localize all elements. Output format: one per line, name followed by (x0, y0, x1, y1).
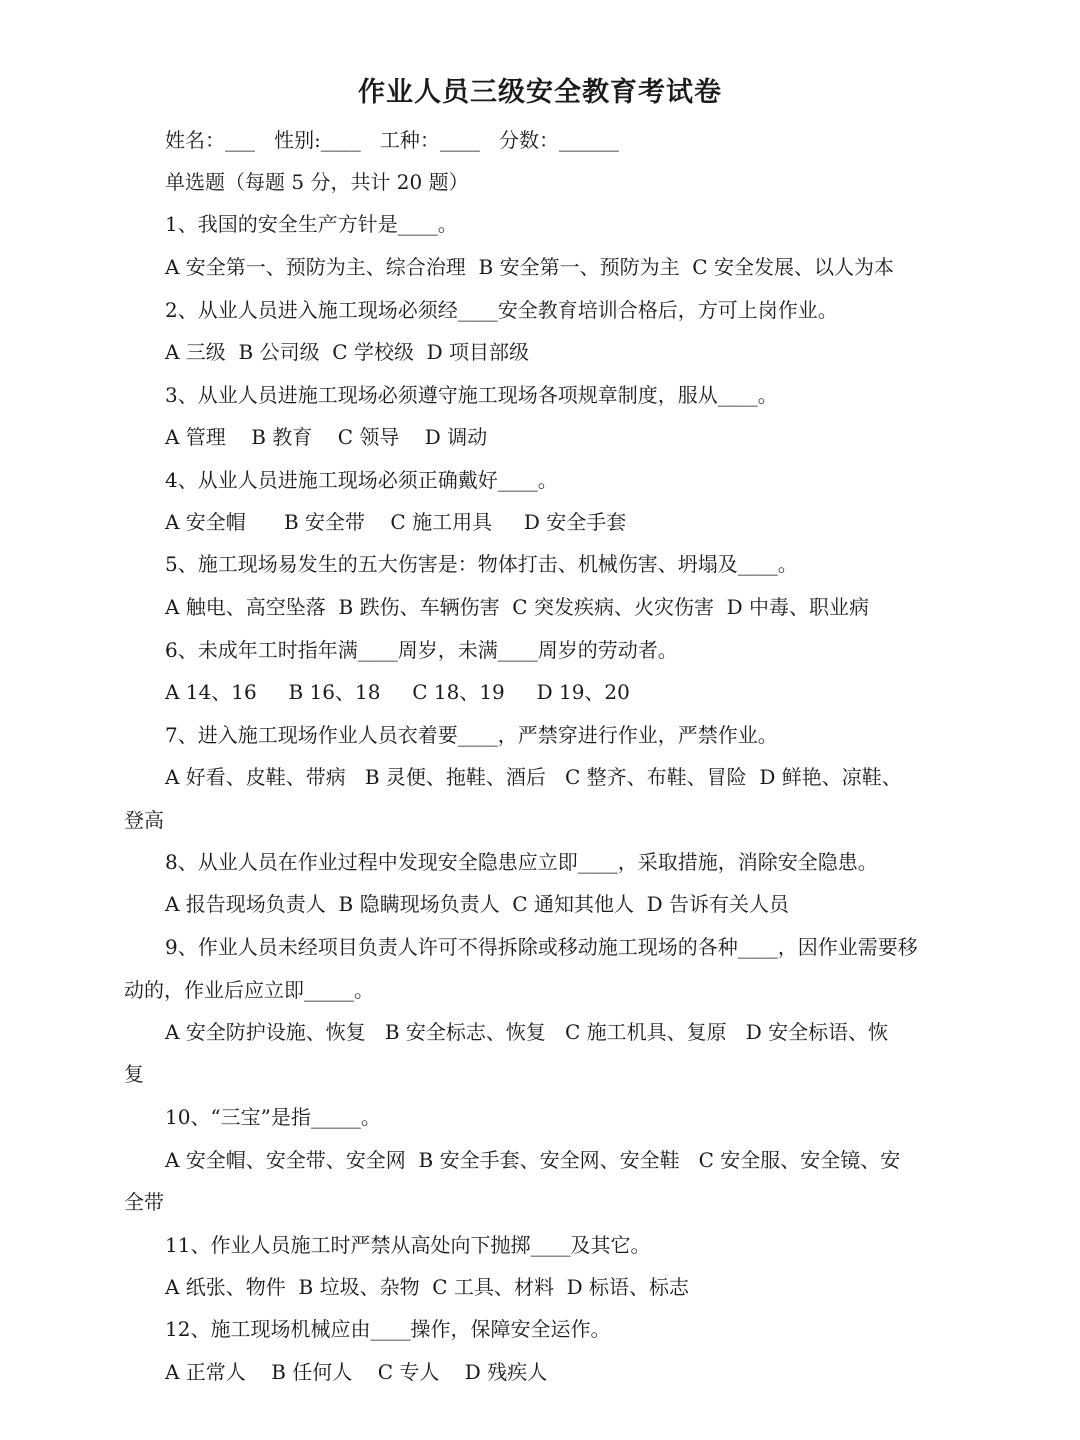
options-1: A 安全第一、预防为主、综合治理 B 安全第一、预防为主 C 安全发展、以人为本 (165, 255, 894, 279)
options-4: A 安全帽 B 安全带 C 施工用具 D 安全手套 (165, 510, 627, 534)
options-7-continued: 登高 (124, 808, 164, 832)
section-heading: 单选题（每题 5 分，共计 20 题） (165, 170, 469, 194)
question-1: 1、我国的安全生产方针是____。 (165, 212, 458, 236)
options-9: A 安全防护设施、恢复 B 安全标志、恢复 C 施工机具、复原 D 安全标语、恢 (165, 1020, 889, 1044)
options-5: A 触电、高空坠落 B 跌伤、车辆伤害 C 突发疾病、火灾伤害 D 中毒、职业病 (165, 595, 870, 619)
question-12: 12、施工现场机械应由____操作，保障安全运作。 (165, 1317, 611, 1341)
question-9: 9、作业人员未经项目负责人许可不得拆除或移动施工现场的各种____，因作业需要移 (165, 935, 918, 959)
header-fields: 姓名：___ 性别:____ 工种：____ 分数：______ (165, 128, 619, 152)
question-8: 8、从业人员在作业过程中发现安全隐患应立即____，采取措施，消除安全隐患。 (165, 850, 878, 874)
question-6: 6、未成年工时指年满____周岁，未满____周岁的劳动者。 (165, 638, 678, 662)
options-10: A 安全帽、安全带、安全网 B 安全手套、安全网、安全鞋 C 安全服、安全镜、安 (165, 1148, 901, 1172)
question-4: 4、从业人员进施工现场必须正确戴好____。 (165, 468, 558, 492)
options-10-continued: 全带 (124, 1190, 164, 1214)
options-3: A 管理 B 教育 C 领导 D 调动 (165, 425, 488, 449)
question-7: 7、进入施工现场作业人员衣着要____，严禁穿进行作业，严禁作业。 (165, 723, 778, 747)
question-9-continued: 动的，作业后应立即_____。 (124, 978, 374, 1002)
options-12: A 正常人 B 任何人 C 专人 D 残疾人 (165, 1360, 548, 1384)
question-2: 2、从业人员进入施工现场必须经____安全教育培训合格后，方可上岗作业。 (165, 298, 838, 322)
options-6: A 14、16 B 16、18 C 18、19 D 19、20 (165, 680, 630, 704)
exam-title: 作业人员三级安全教育考试卷 (358, 77, 722, 108)
options-11: A 纸张、物件 B 垃圾、杂物 C 工具、材料 D 标语、标志 (165, 1275, 690, 1299)
options-8: A 报告现场负责人 B 隐瞒现场负责人 C 通知其他人 D 告诉有关人员 (165, 892, 790, 916)
question-10: 10、“三宝”是指_____。 (165, 1105, 381, 1129)
question-5: 5、施工现场易发生的五大伤害是：物体打击、机械伤害、坍塌及____。 (165, 552, 798, 576)
options-7: A 好看、皮鞋、带病 B 灵便、拖鞋、酒后 C 整齐、布鞋、冒险 D 鲜艳、凉鞋、 (165, 765, 902, 789)
question-11: 11、作业人员施工时严禁从高处向下抛掷____及其它。 (165, 1233, 651, 1257)
options-2: A 三级 B 公司级 C 学校级 D 项目部级 (165, 340, 530, 364)
question-3: 3、从业人员进施工现场必须遵守施工现场各项规章制度，服从____。 (165, 383, 778, 407)
options-9-continued: 复 (124, 1062, 144, 1086)
